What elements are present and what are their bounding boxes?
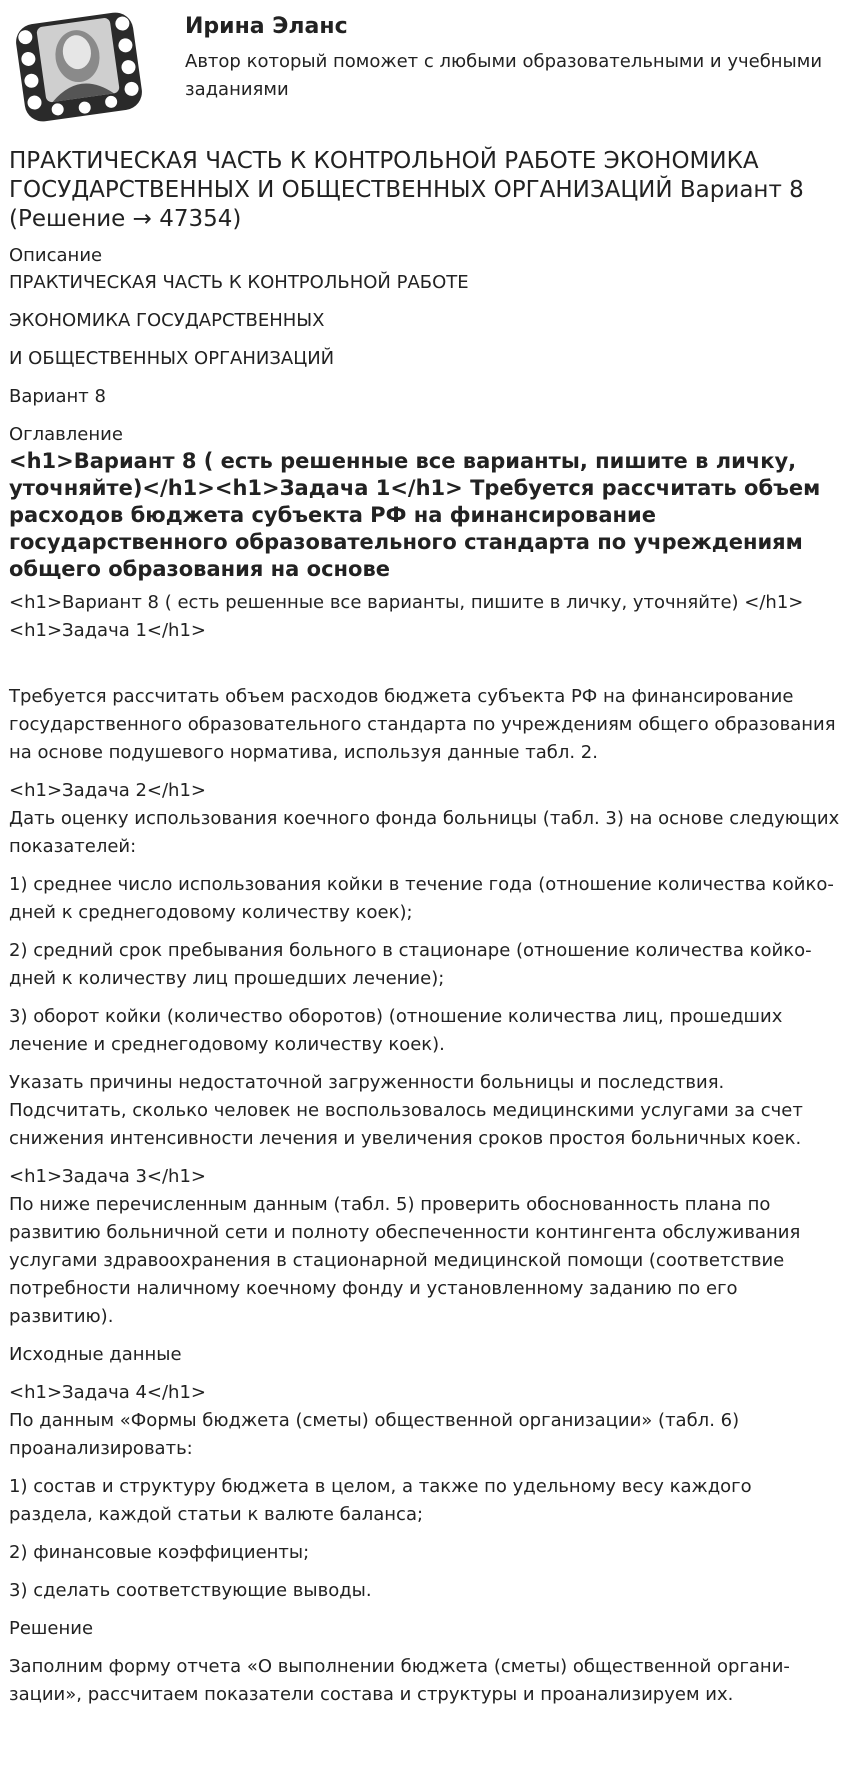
description-line: И ОБЩЕСТВЕННЫХ ОРГАНИЗАЦИЙ bbox=[9, 348, 335, 369]
film-frame-avatar-icon[interactable] bbox=[8, 8, 150, 126]
task3-text: По ниже перечисленным данным (табл. 5) проверить обоснованность плана по развитию больничной сети и полноту обеспеченности контингента обслуживания услугами здравоохранения в стационарной медицинской помощи (соответствие потребности наличному коечному фонду и установленному заданию по его развитию). bbox=[9, 1194, 801, 1327]
toc-label: Оглавление bbox=[9, 424, 123, 445]
task1-text: Требуется рассчитать объем расходов бюджета субъекта РФ на финансирование государственного образовательного стандарта по учреждениям общего образования на основе подушевого норматива, используя данные табл. 2. bbox=[9, 686, 836, 763]
task4-item: 2) финансовые коэффициенты; bbox=[9, 1542, 310, 1563]
description-line: ПРАКТИЧЕСКАЯ ЧАСТЬ К КОНТРОЛЬНОЙ РАБОТЕ bbox=[9, 272, 469, 293]
source-data-label: Исходные данные bbox=[9, 1344, 182, 1365]
task3-heading: <h1>Задача 3</h1> bbox=[9, 1166, 206, 1187]
task2-heading: <h1>Задача 2</h1> bbox=[9, 780, 206, 801]
description-line: Вариант 8 bbox=[9, 386, 106, 407]
document-content bbox=[9, 147, 841, 1719]
task2-item: 2) средний срок пребывания больного в стационаре (отношение количества койко-дней к количеству лиц прошедших лечение); bbox=[9, 940, 812, 989]
blank-line bbox=[9, 655, 841, 683]
task4-item: 3) сделать соответствующие выводы. bbox=[9, 1580, 372, 1601]
solution-text: Заполним форму отчета «О выполнении бюджета (сметы) общественной органи-зации», рассчитаем показатели состава и структуры и проанализируем их. bbox=[9, 1656, 790, 1705]
solution-label: Решение bbox=[9, 1618, 94, 1639]
task4-intro: По данным «Формы бюджета (сметы) общественной организации» (табл. 6) проанализировать: bbox=[9, 1410, 740, 1459]
author-name[interactable]: Ирина Эланс bbox=[185, 14, 348, 39]
task2-item: 1) среднее число использования койки в течение года (отношение количества койко-дней к среднегодовому количеству коек); bbox=[9, 874, 834, 923]
task2-reasons: Указать причины недостаточной загруженности больницы и последствия. Подсчитать, сколько человек не воспользовалось медицинскими услугами за счет снижения интенсивности лечения и увеличения сроков простоя больничных коек. bbox=[9, 1072, 803, 1149]
description-label: Описание bbox=[9, 245, 103, 266]
task4-item: 1) состав и структуру бюджета в целом, а также по удельному весу каждого раздела, каждой статьи к валюте баланса; bbox=[9, 1476, 752, 1525]
variant-line: <h1>Вариант 8 ( есть решенные все варианты, пишите в личку, уточняйте) </h1><h1>Задача 1</h1> bbox=[9, 592, 804, 641]
task4-heading: <h1>Задача 4</h1> bbox=[9, 1382, 206, 1403]
task2-item: 3) оборот койки (количество оборотов) (отношение количества лиц, прошедших лечение и среднегодовому количеству коек). bbox=[9, 1006, 783, 1055]
page-title: ПРАКТИЧЕСКАЯ ЧАСТЬ К КОНТРОЛЬНОЙ РАБОТЕ ЭКОНОМИКА ГОСУДАРСТВЕННЫХ И ОБЩЕСТВЕННЫХ ОРГАНИЗАЦИЙ Вариант 8 (Решение → 47354) bbox=[9, 148, 804, 232]
description-line: ЭКОНОМИКА ГОСУДАРСТВЕННЫХ bbox=[9, 310, 325, 331]
toc-heading: <h1>Вариант 8 ( есть решенные все варианты, пишите в личку, уточняйте)</h1><h1>Задача 1</h1> Требуется рассчитать объем расходов бюджета субъекта РФ на финансирование государственного образовательного стандарта по учреждениям общего образования на основе bbox=[9, 449, 821, 581]
task2-intro: Дать оценку использования коечного фонда больницы (табл. 3) на основе следующих показателей: bbox=[9, 808, 840, 857]
author-description: Автор который поможет с любыми образовательными и учебными заданиями bbox=[185, 51, 823, 100]
author-block bbox=[0, 0, 847, 130]
